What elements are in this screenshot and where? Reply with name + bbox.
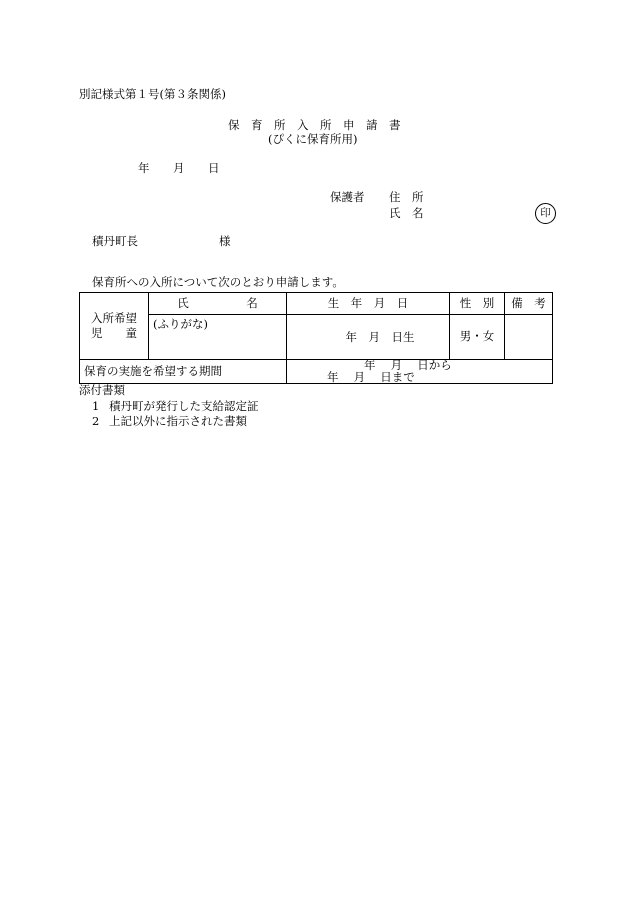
sex-options: 男・女 xyxy=(459,329,495,344)
addressee-honorific: 様 xyxy=(219,234,231,248)
seal-mark: 印 xyxy=(535,203,556,224)
name-header: 氏 名 xyxy=(149,293,287,315)
period-to: 年 月 日まで xyxy=(327,369,415,384)
attachment-item-2-text: 上記以外に指示された書類 xyxy=(109,414,247,428)
sex-header: 性 別 xyxy=(450,293,505,315)
child-label-line2: 児 童 xyxy=(91,326,137,340)
period-label: 保育の実施を希望する期間 xyxy=(80,360,287,384)
table-entry-row xyxy=(80,315,553,360)
period-field[interactable] xyxy=(287,360,553,384)
attachment-item-1-number: 1 xyxy=(92,399,100,413)
child-name-field[interactable] xyxy=(149,315,287,360)
sex-field[interactable] xyxy=(450,315,505,360)
document-subtitle: (ぴくに保育所用) xyxy=(268,132,358,146)
birthdate-header: 生 年 月 日 xyxy=(287,293,450,315)
child-label-line1: 入所希望 xyxy=(91,311,137,325)
intro-text: 保育所への入所について次のとおり申請します。 xyxy=(92,275,344,289)
guardian-label: 保護者 xyxy=(330,190,365,204)
child-label-cell xyxy=(80,293,149,360)
address-label: 住 所 xyxy=(389,190,424,204)
name-label: 氏 名 xyxy=(389,206,424,220)
remarks-header: 備 考 xyxy=(505,293,553,315)
date-year-label: 年 xyxy=(138,161,150,175)
form-number: 別記様式第１号(第３条関係) xyxy=(79,87,226,101)
attachment-item-2-number: 2 xyxy=(92,414,100,428)
table-header-row xyxy=(80,293,553,315)
period-from: 年 月 日から xyxy=(364,358,452,372)
remarks-field[interactable] xyxy=(505,315,553,360)
date-month-label: 月 xyxy=(173,161,185,175)
birthdate-template: 年 月 日生 xyxy=(345,330,415,345)
application-table xyxy=(79,292,553,384)
birthdate-field[interactable] xyxy=(287,315,450,360)
furigana-label: (ふりがな) xyxy=(153,317,208,332)
attachment-item-1-text: 積丹町が発行した支給認定証 xyxy=(109,399,259,413)
date-day-label: 日 xyxy=(208,161,220,175)
period-row xyxy=(80,360,553,384)
attachments-heading: 添付書類 xyxy=(79,383,125,397)
addressee-name: 積丹町長 xyxy=(92,234,138,248)
document-title: 保 育 所 入 所 申 請 書 xyxy=(228,118,401,132)
